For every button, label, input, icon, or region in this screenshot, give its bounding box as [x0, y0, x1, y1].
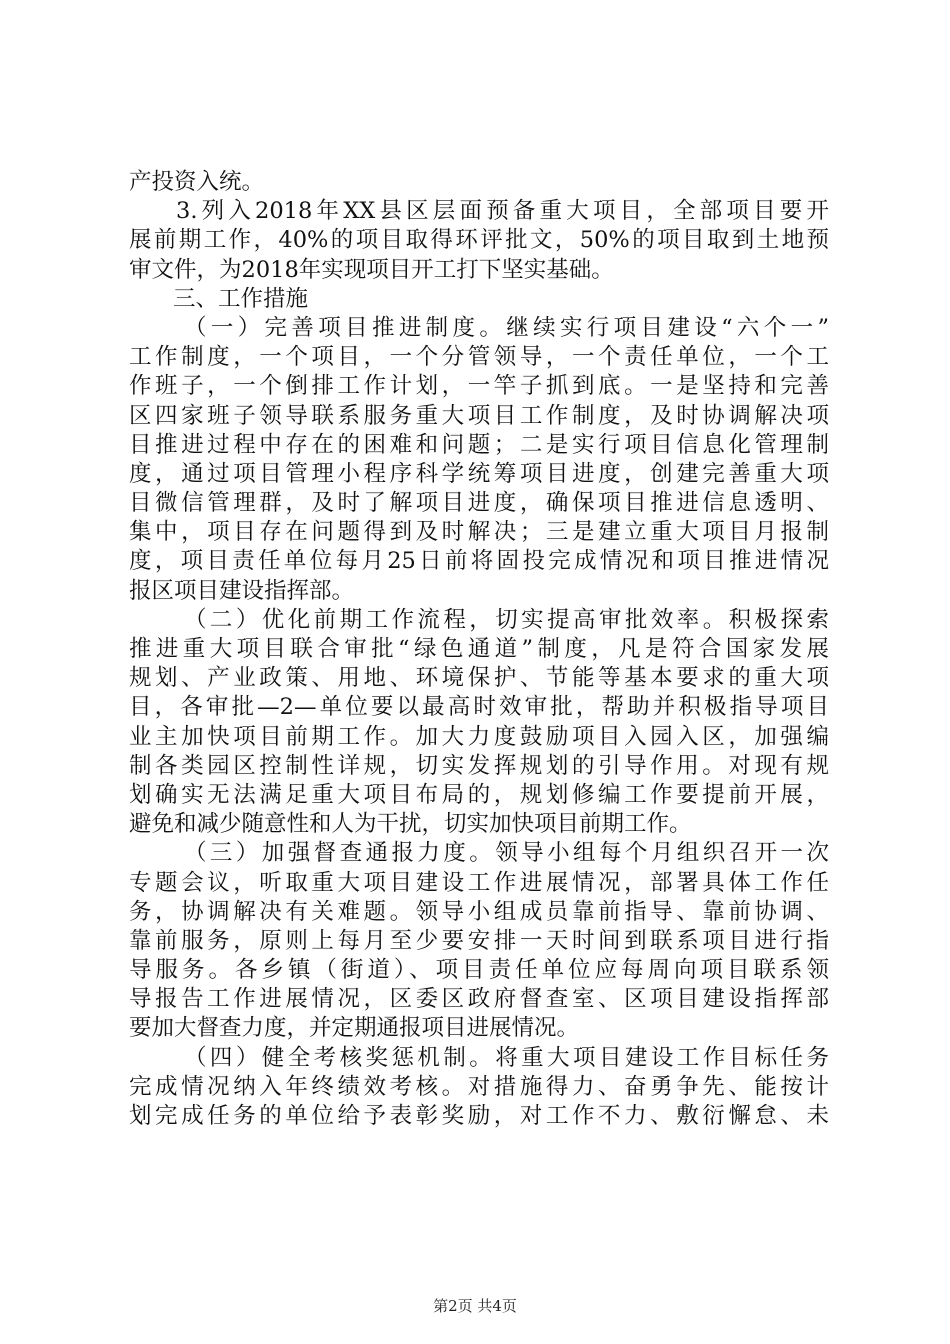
text-line: 务，协调解决有关难题。领导小组成员靠前指导、靠前协调、	[129, 898, 829, 925]
text-line: 度，通过项目管理小程序科学统筹项目进度，创建完善重大项	[129, 460, 829, 487]
text-line: 靠前服务，原则上每月至少要安排一天时间到联系项目进行指	[129, 927, 829, 954]
page-number: 第2页 共4页	[433, 1297, 517, 1315]
text-line: 度，项目责任单位每月25日前将固投完成情况和项目推进情况	[129, 548, 829, 575]
text-line: 报区项目建设指挥部。	[129, 577, 355, 604]
text-line: 推进重大项目联合审批“绿色通道”制度，凡是符合国家发展	[129, 636, 829, 662]
text-line: 三、工作措施	[173, 285, 309, 312]
text-line: 要加大督查力度，并定期通报项目进展情况。	[129, 1015, 580, 1042]
document-body	[129, 168, 829, 1131]
text-line: 审文件，为2018年实现项目开工打下坚实基础。	[129, 256, 614, 283]
text-line: 业主加快项目前期工作。加大力度鼓励项目入园入区，加强编	[129, 723, 829, 750]
text-line: 导报告工作进展情况，区委区政府督查室、区项目建设指挥部	[129, 986, 829, 1013]
text-line: 集中，项目存在问题得到及时解决；三是建立重大项目月报制	[129, 519, 829, 546]
text-line: 划完成任务的单位给予表彰奖励，对工作不力、敷衍懈怠、未	[129, 1103, 829, 1129]
text-line: 目，各审批—2—单位要以最高时效审批，帮助并积极指导项目	[129, 694, 829, 721]
page-footer	[0, 1296, 950, 1316]
text-line: 目推进过程中存在的困难和问题；二是实行项目信息化管理制	[129, 431, 829, 458]
text-line: 区四家班子领导联系服务重大项目工作制度，及时协调解决项	[129, 402, 829, 429]
text-line: （四）健全考核奖惩机制。将重大项目建设工作目标任务	[184, 1044, 829, 1071]
text-line: 避免和减少随意性和人为干扰，切实加快项目前期工作。	[129, 811, 692, 838]
text-line: 工作制度，一个项目，一个分管领导，一个责任单位，一个工	[129, 344, 829, 371]
text-line: （三）加强督查通报力度。领导小组每个月组织召开一次	[184, 840, 829, 867]
text-line: 目微信管理群，及时了解项目进度，确保项目推进信息透明、	[129, 490, 829, 517]
text-line: （二）优化前期工作流程，切实提高审批效率。积极探索	[184, 606, 829, 633]
text-line: 产投资入统。	[129, 169, 265, 195]
text-line: （一）完善项目推进制度。继续实行项目建设“六个一”	[184, 314, 829, 341]
text-line: 作班子，一个倒排工作计划，一竿子抓到底。一是坚持和完善	[129, 373, 829, 400]
text-line: 3.列入2018年XX县区层面预备重大项目，全部项目要开	[176, 198, 829, 225]
text-line: 导服务。各乡镇（街道）、项目责任单位应每周向项目联系领	[129, 957, 829, 984]
text-line: 制各类园区控制性详规，切实发挥规划的引导作用。对现有规	[129, 752, 829, 779]
text-line: 完成情况纳入年终绩效考核。对措施得力、奋勇争先、能按计	[129, 1073, 829, 1100]
text-line: 规划、产业政策、用地、环境保护、节能等基本要求的重大项	[129, 665, 829, 692]
text-line: 划确实无法满足重大项目布局的，规划修编工作要提前开展，	[129, 781, 829, 808]
text-line: 展前期工作，40%的项目取得环评批文，50%的项目取到土地预	[129, 227, 829, 254]
text-line: 专题会议，听取重大项目建设工作进展情况，部署具体工作任	[129, 869, 829, 896]
